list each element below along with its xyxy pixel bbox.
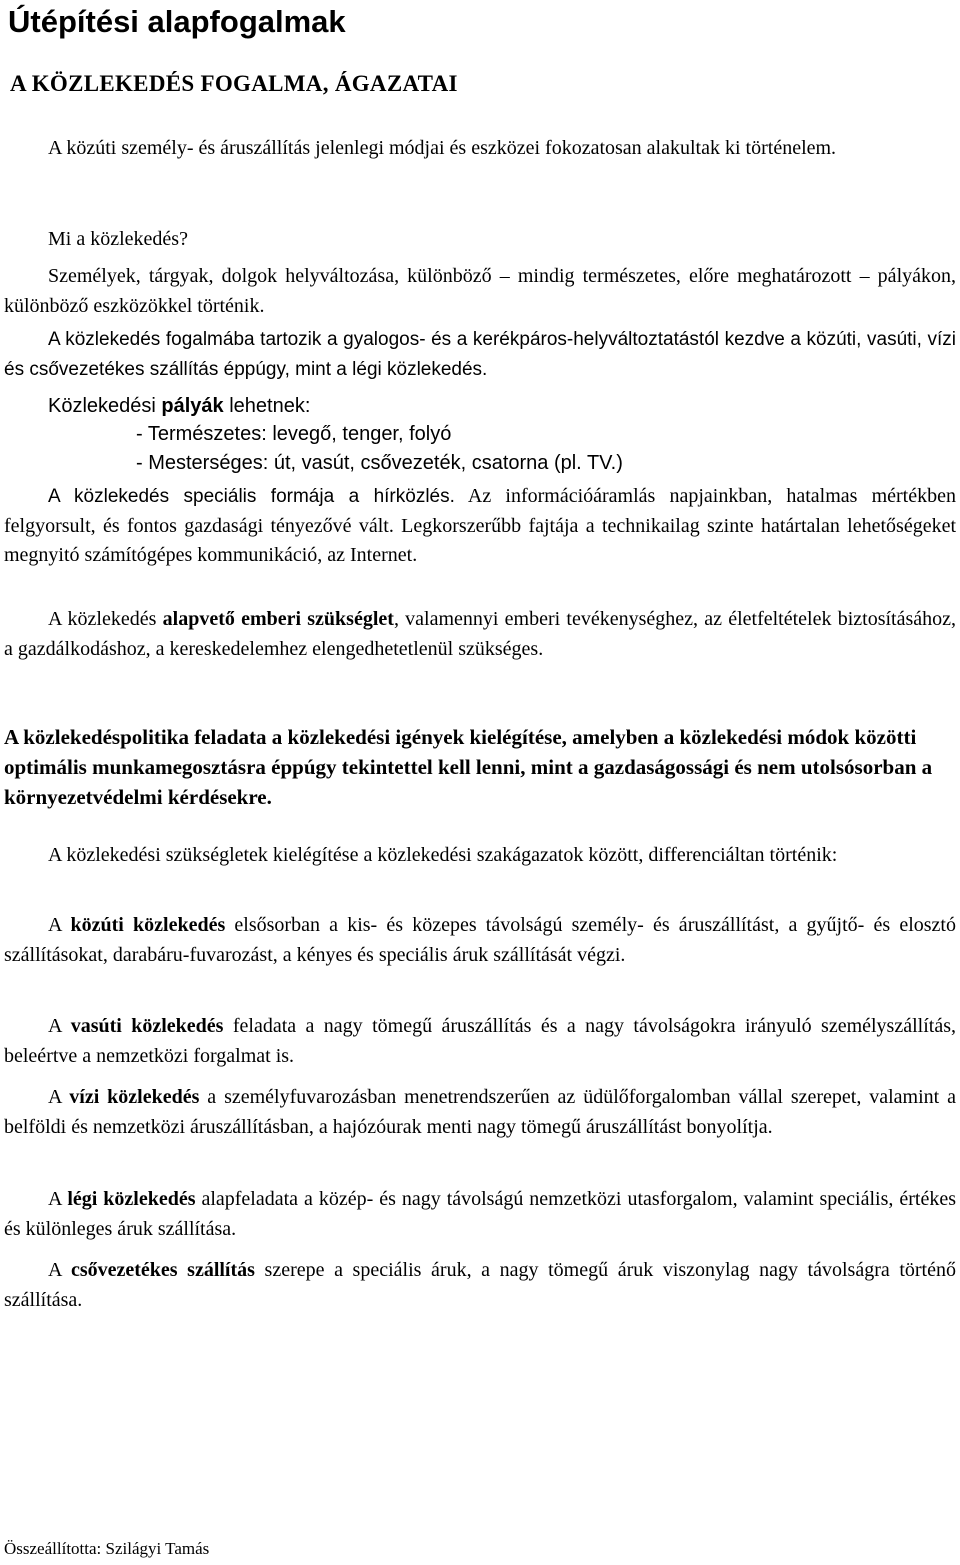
road-paragraph — [4, 911, 956, 970]
question-line: Mi a közlekedés? — [48, 228, 188, 250]
air-paragraph — [4, 1185, 956, 1244]
differentiation-paragraph: A közlekedési szükségletek kielégítése a közlekedési szakágazatok között, differenciáltan történik: — [48, 844, 838, 866]
telecom-paragraph — [4, 482, 956, 571]
water-post: a személyfuvarozásban menetrendszerűen az üdülőforgalomban vállal szerepet, valamint a belföldi és nemzetközi áruszállításban, a hajózóurak menti nagy tömegű áruszállítást bonyolítja. — [4, 1086, 957, 1138]
telecom-lead: A közlekedés speciális formája a hírközlés. — [48, 486, 455, 507]
definition-paragraph: Személyek, tárgyak, dolgok helyváltozása, különböző – mindig természetes, előre meghatározott – pályákon, különböző eszközökkel történik. — [4, 265, 956, 317]
pipeline-paragraph — [4, 1256, 956, 1315]
road-pre: A — [48, 914, 71, 936]
tracks-artificial: - Mesterséges: út, vasút, csővezeték, csatorna (pl. TV.) — [136, 452, 623, 474]
rail-post: feladata a nagy tömegű áruszállítás és a nagy távolságokra irányuló személyszállítás, beleértve a nemzetközi forgalmat is. — [4, 1015, 956, 1067]
air-pre: A — [48, 1188, 68, 1210]
tracks-natural: - Természetes: levegő, tenger, folyó — [136, 423, 452, 445]
rail-paragraph — [4, 1012, 956, 1071]
water-paragraph — [4, 1083, 956, 1142]
water-bold: vízi közlekedés — [69, 1086, 200, 1108]
tracks-lead-post: lehetnek: — [223, 395, 311, 417]
air-post: alapfeladata a közép- és nagy távolságú nemzetközi utasforgalom, valamint speciális, értékes és különleges áruk szállítása. — [4, 1188, 956, 1240]
rail-pre: A — [48, 1015, 71, 1037]
scope-paragraph: A közlekedés fogalmába tartozik a gyalogos- és a kerékpáros-helyváltoztatástól kezdve a közúti, vasúti, vízi és csővezetékes szállítás éppúgy, mint a légi közlekedés. — [4, 329, 956, 380]
need-post: , valamennyi emberi tevékenységhez, az életfeltételek biztosításához, a gazdálkodáshoz, a kereskedelemhez elengedhetetlenül szükséges. — [4, 608, 957, 660]
pipeline-bold: csővezetékes szállítás — [70, 1259, 255, 1281]
tracks-lead-pre: Közlekedési — [48, 395, 162, 417]
tracks-lead — [48, 392, 310, 422]
pipeline-pre: A — [48, 1259, 71, 1281]
policy-paragraph: A közlekedéspolitika feladata a közlekedési igények kielégítése, amelyben a közlekedési módok közötti optimális munkamegosztásra éppúgy tekintettel kell lenni, mint a gazdaságossági és nem utolsósorban a környezetvédelmi kérdésekre. — [4, 725, 933, 809]
rail-bold: vasúti közlekedés — [70, 1015, 224, 1037]
page-title: Útépítési alapfogalmak — [8, 4, 346, 39]
need-paragraph — [4, 605, 956, 664]
tracks-lead-bold: pályák — [161, 395, 224, 417]
air-bold: légi közlekedés — [67, 1188, 196, 1210]
need-pre: A közlekedés — [48, 608, 163, 630]
section-heading: A KÖZLEKEDÉS FOGALMA, ÁGAZATAI — [10, 71, 458, 96]
need-bold: alapvető emberi szükséglet — [162, 608, 394, 630]
water-pre: A — [48, 1086, 70, 1108]
page-footer: Összeállította: Szilágyi Tamás — [4, 1539, 210, 1558]
road-bold: közúti közlekedés — [70, 914, 226, 936]
intro-paragraph: A közúti személy- és áruszállítás jelenlegi módjai és eszközei fokozatosan alakultak ki történelem. — [48, 137, 837, 159]
pipeline-post: szerepe a speciális áruk, a nagy tömegű áruk viszonylag nagy távolságra történő szállítása. — [4, 1259, 956, 1311]
telecom-rest: Az információáramlás napjainkban, hatalmas mértékben felgyorsult, és fontos gazdasági tényezővé vált. Legkorszerűbb fajtája a technikailag szinte határtalan lehetőségeket megnyitó számítógépes kommunikáció, az Internet. — [4, 485, 956, 567]
road-post: elsősorban a kis- és közepes távolságú személy- és áruszállítást, a gyűjtő- és elosztó szállításokat, darabáru-fuvarozást, a kényes és speciális áruk szállítását végzi. — [4, 914, 956, 966]
